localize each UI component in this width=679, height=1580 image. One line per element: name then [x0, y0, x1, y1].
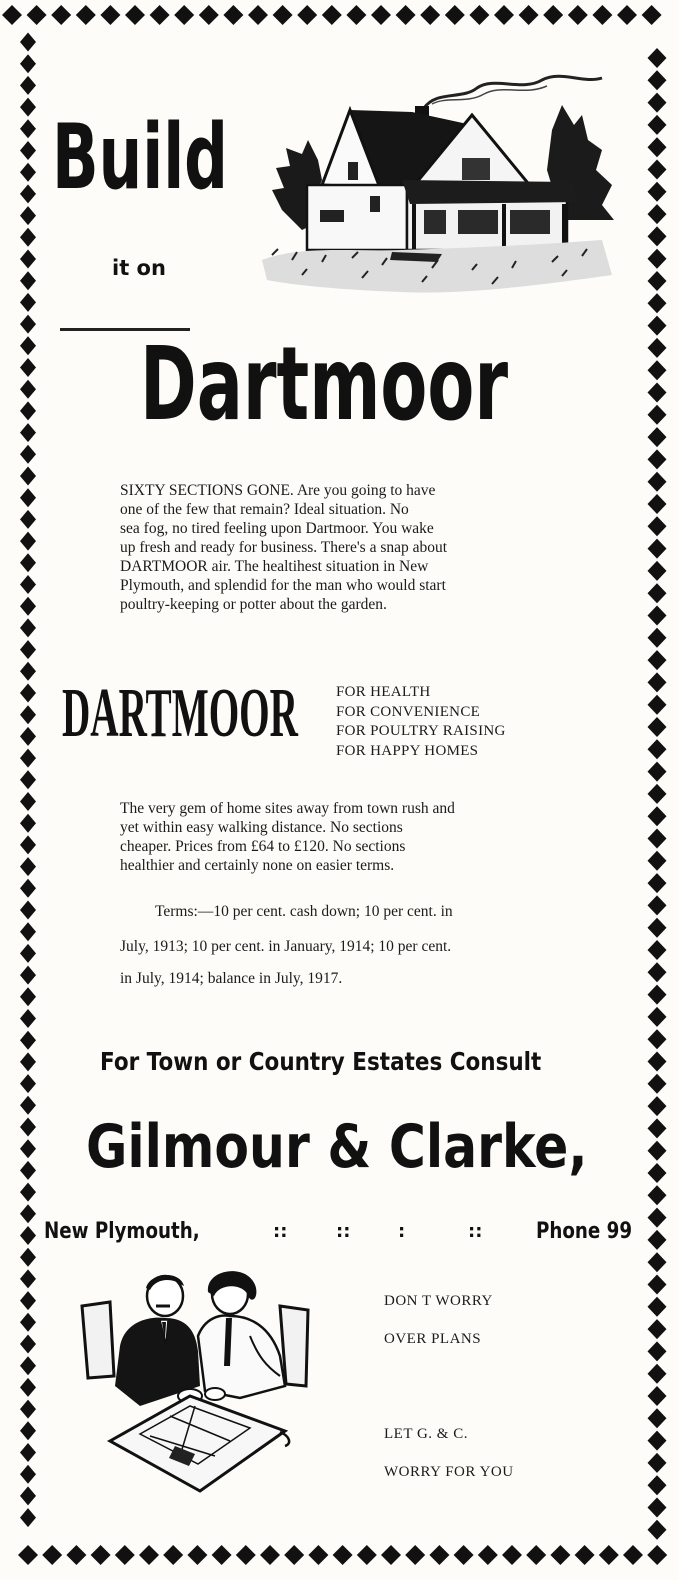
border-diamond [648, 628, 667, 648]
border-diamond [20, 1465, 36, 1484]
border-diamond [648, 539, 667, 559]
it-on-text: it on [112, 256, 166, 280]
border-diamond [648, 449, 667, 469]
separator: : [398, 1221, 406, 1242]
border-diamond [212, 1545, 232, 1565]
intro-line: Plymouth, and splendid for the man who would start [120, 577, 446, 594]
border-diamond [91, 1545, 111, 1565]
intro-line: one of the few that remain? Ideal situation. No [120, 501, 409, 518]
border-diamond [648, 1498, 667, 1518]
border-diamond [502, 1545, 522, 1565]
build-headline [52, 105, 311, 210]
separator: :: [468, 1221, 483, 1242]
border-diamond [648, 1453, 667, 1473]
border-diamond [20, 987, 36, 1006]
border-diamond [115, 1545, 135, 1565]
border-diamond [357, 1545, 377, 1565]
slogan-line: WORRY FOR YOU [384, 1464, 514, 1480]
phone-text: Phone 99 [536, 1219, 633, 1244]
firm-name [86, 1112, 679, 1182]
border-diamond [20, 1335, 36, 1354]
border-diamond [20, 228, 36, 247]
dartmoor-text: Dartmoor [140, 325, 509, 444]
border-diamond [76, 5, 96, 25]
border-diamond [648, 494, 667, 514]
border-diamond [2, 5, 22, 25]
border-diamond [526, 1545, 546, 1565]
border-diamond [20, 879, 36, 898]
intro-line: poultry-keeping or potter about the garden. [120, 596, 387, 613]
feature-title-text: DARTMOOR [62, 675, 298, 752]
border-diamond [150, 5, 170, 25]
border-diamond [66, 1545, 86, 1565]
border-diamond [333, 1545, 353, 1565]
border-diamond [20, 1052, 36, 1071]
border-diamond [20, 597, 36, 616]
border-diamond [20, 1074, 36, 1093]
border-diamond [20, 1508, 36, 1527]
border-diamond [20, 944, 36, 963]
border-diamond [469, 5, 489, 25]
border-diamond [20, 1031, 36, 1050]
border-diamond [648, 1386, 667, 1406]
border-diamond [648, 1408, 667, 1428]
border-diamond [648, 1297, 667, 1317]
description-paragraph [120, 799, 566, 875]
terms-line: July, 1913; 10 per cent. in January, 1914; 10 per cent. [120, 938, 452, 955]
border-diamond [20, 488, 36, 507]
border-diamond [648, 93, 667, 113]
border-diamond [20, 922, 36, 941]
border-diamond [236, 1545, 256, 1565]
border-diamond [648, 940, 667, 960]
border-diamond [20, 271, 36, 290]
border-diamond [648, 48, 667, 68]
border-diamond [346, 5, 366, 25]
feature-item: FOR HAPPY HOMES [336, 742, 479, 759]
border-diamond [648, 851, 667, 871]
consult-heading-text: For Town or Country Estates Consult [100, 1047, 542, 1076]
border-diamond [20, 684, 36, 703]
border-diamond [20, 1226, 36, 1245]
border-diamond [648, 1074, 667, 1094]
border-diamond [20, 293, 36, 312]
border-diamond [20, 749, 36, 768]
border-diamond [648, 895, 667, 915]
border-diamond [20, 553, 36, 572]
location-text: New Plymouth, [44, 1219, 200, 1244]
border-diamond [100, 5, 120, 25]
intro-line: sea fog, no tired feeling upon Dartmoor. You wake [120, 520, 434, 537]
border-diamond [20, 33, 36, 52]
border-diamond [599, 1545, 619, 1565]
phone [536, 1218, 652, 1246]
border-diamond [648, 204, 667, 224]
border-diamond [273, 5, 293, 25]
border-diamond [20, 1400, 36, 1419]
border-diamond [125, 5, 145, 25]
border-diamond [20, 184, 36, 203]
border-diamond [20, 250, 36, 269]
consult-heading [100, 1046, 613, 1078]
border-diamond [20, 1183, 36, 1202]
border-diamond [648, 672, 667, 692]
border-diamond [20, 835, 36, 854]
border-diamond [42, 1545, 62, 1565]
border-diamond [27, 5, 47, 25]
border-diamond [20, 727, 36, 746]
intro-line: SIXTY SECTIONS GONE. Are you going to have [120, 482, 436, 499]
border-diamond [20, 380, 36, 399]
firm-name-text: Gilmour & Clarke, [86, 1112, 588, 1182]
border-diamond [396, 5, 416, 25]
border-diamond [20, 705, 36, 724]
border-diamond [174, 5, 194, 25]
terms-line: in July, 1914; balance in July, 1917. [120, 970, 343, 987]
feature-item: FOR CONVENIENCE [336, 703, 481, 720]
border-diamond [139, 1545, 159, 1565]
border-diamond [20, 141, 36, 160]
border-diamond [648, 160, 667, 180]
border-diamond [648, 1431, 667, 1451]
border-diamond [454, 1545, 474, 1565]
border-diamond [648, 1319, 667, 1339]
border-diamond [20, 1313, 36, 1332]
border-diamond [20, 966, 36, 985]
border-diamond [617, 5, 637, 25]
border-diamond [648, 293, 667, 313]
description-line: healthier and certainly none on easier terms. [120, 857, 395, 874]
border-diamond [648, 583, 667, 603]
people-plans-illustration [80, 1266, 320, 1511]
border-diamond [322, 5, 342, 25]
border-diamond [648, 606, 667, 626]
border-diamond [20, 532, 36, 551]
border-diamond [20, 1161, 36, 1180]
border-diamond [20, 1378, 36, 1397]
border-diamond [20, 54, 36, 73]
slogan-line: OVER PLANS [384, 1331, 482, 1347]
border-diamond [381, 1545, 401, 1565]
border-diamond [647, 1545, 667, 1565]
border-diamond [648, 1520, 667, 1540]
border-diamond [20, 510, 36, 529]
border-diamond [20, 640, 36, 659]
border-diamond [642, 5, 662, 25]
slogan-line: LET G. & C. [384, 1426, 468, 1442]
border-diamond [20, 662, 36, 681]
border-diamond [20, 1139, 36, 1158]
border-diamond [648, 1475, 667, 1495]
intro-line: DARTMOOR air. The healtihest situation in New [120, 558, 429, 575]
border-diamond [20, 1443, 36, 1462]
border-diamond [20, 315, 36, 334]
description-line: yet within easy walking distance. No sections [120, 819, 403, 836]
border-diamond [20, 336, 36, 355]
border-diamond [163, 1545, 183, 1565]
border-diamond [592, 5, 612, 25]
separator: :: [273, 1221, 288, 1242]
border-diamond [648, 962, 667, 982]
border-diamond [648, 1341, 667, 1361]
border-diamond [20, 1421, 36, 1440]
feature-item: FOR POULTRY RAISING [336, 723, 506, 739]
border-diamond [648, 739, 667, 759]
border-diamond [20, 1204, 36, 1223]
border-diamond [284, 1545, 304, 1565]
border-diamond [648, 1007, 667, 1027]
border-diamond [648, 182, 667, 202]
border-diamond [648, 115, 667, 135]
border-diamond [648, 650, 667, 670]
dartmoor-headline [140, 325, 679, 444]
border-diamond [20, 119, 36, 138]
border-diamond [20, 76, 36, 95]
border-diamond [20, 575, 36, 594]
border-diamond [648, 873, 667, 893]
border-diamond [648, 137, 667, 157]
description-line: cheaper. Prices from £64 to £120. No sections [120, 838, 406, 855]
border-diamond [648, 70, 667, 90]
border-diamond [187, 1545, 207, 1565]
border-diamond [648, 561, 667, 581]
border-diamond [623, 1545, 643, 1565]
border-diamond [429, 1545, 449, 1565]
border-diamond [18, 1545, 38, 1565]
build-text: Build [52, 105, 228, 210]
feature-item: FOR HEALTH [336, 684, 431, 700]
border-diamond [20, 163, 36, 182]
border-diamond [223, 5, 243, 25]
border-diamond [648, 472, 667, 492]
border-diamond [20, 1356, 36, 1375]
border-diamond [20, 901, 36, 920]
border-diamond [308, 1545, 328, 1565]
border-diamond [648, 1052, 667, 1072]
border-diamond [20, 423, 36, 442]
house-illustration [262, 70, 632, 305]
intro-paragraph [120, 481, 566, 614]
border-diamond [51, 5, 71, 25]
border-diamond [20, 857, 36, 876]
border-diamond [648, 1275, 667, 1295]
border-diamond [648, 695, 667, 715]
border-diamond [199, 5, 219, 25]
border-diamond [648, 985, 667, 1005]
border-diamond [543, 5, 563, 25]
border-diamond [20, 1269, 36, 1288]
border-diamond [648, 717, 667, 737]
border-diamond [648, 249, 667, 269]
border-diamond [648, 226, 667, 246]
border-diamond [20, 467, 36, 486]
border-diamond [478, 1545, 498, 1565]
border-diamond [20, 1118, 36, 1137]
border-diamond [20, 618, 36, 637]
border-diamond [445, 5, 465, 25]
border-diamond [648, 1364, 667, 1384]
border-diamond [20, 358, 36, 377]
border-diamond [648, 829, 667, 849]
slogan-line: DON T WORRY [384, 1293, 493, 1309]
border-diamond [405, 1545, 425, 1565]
border-diamond [20, 792, 36, 811]
location [44, 1218, 232, 1246]
border-diamond [568, 5, 588, 25]
border-diamond [20, 445, 36, 464]
border-diamond [248, 5, 268, 25]
feature-list [336, 683, 506, 761]
border-diamond [648, 762, 667, 782]
border-diamond [20, 770, 36, 789]
separator: :: [336, 1221, 351, 1242]
description-line: The very gem of home sites away from town rush and [120, 800, 455, 817]
border-diamond [371, 5, 391, 25]
border-diamond [648, 1185, 667, 1205]
border-diamond [20, 1009, 36, 1028]
border-diamond [20, 1486, 36, 1505]
border-diamond [648, 1252, 667, 1272]
border-diamond [648, 1029, 667, 1049]
border-diamond [648, 784, 667, 804]
border-diamond [20, 1248, 36, 1267]
border-diamond [648, 271, 667, 291]
border-diamond [648, 516, 667, 536]
border-diamond [648, 806, 667, 826]
border-diamond [494, 5, 514, 25]
border-diamond [519, 5, 539, 25]
border-diamond [550, 1545, 570, 1565]
terms-line: Terms:—10 per cent. cash down; 10 per cent. in [155, 903, 453, 920]
border-diamond [20, 814, 36, 833]
border-diamond [420, 5, 440, 25]
border-diamond [20, 401, 36, 420]
border-diamond [260, 1545, 280, 1565]
border-diamond [20, 98, 36, 117]
border-diamond [575, 1545, 595, 1565]
border-diamond [297, 5, 317, 25]
border-diamond [20, 206, 36, 225]
intro-line: up fresh and ready for business. There's a snap about [120, 539, 448, 556]
border-diamond [20, 1096, 36, 1115]
border-diamond [20, 1291, 36, 1310]
border-diamond [648, 918, 667, 938]
